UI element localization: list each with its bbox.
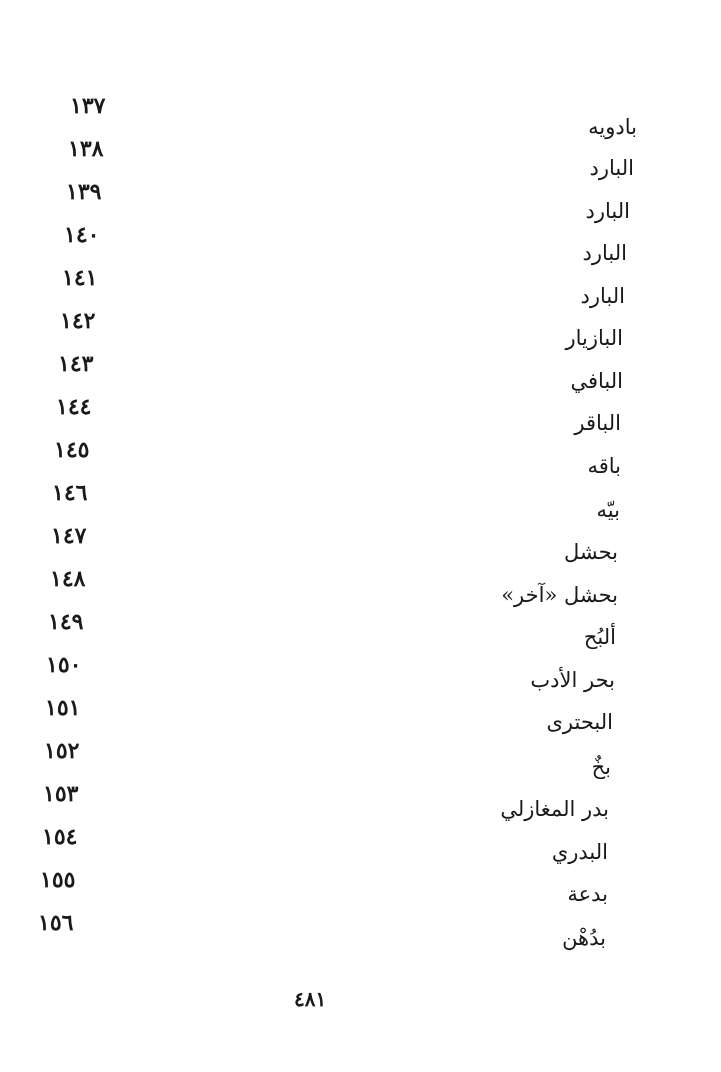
entry-name: بحر الأدب xyxy=(530,668,615,692)
entry-number: ١٤٤ xyxy=(56,394,92,420)
entry-name: البازيار xyxy=(565,326,623,350)
entry-name: البارد xyxy=(585,199,630,223)
entry-name: بيّه xyxy=(596,498,620,522)
entry-number: ١٤٦ xyxy=(52,480,88,506)
entry-number: ١٤١ xyxy=(62,265,98,291)
entry-name: البارد xyxy=(580,284,625,308)
page-number: ٤٨١ xyxy=(294,987,327,1011)
entry-number: ١٥٤ xyxy=(42,824,78,850)
entry-name: بحشل xyxy=(563,540,618,564)
entry-number: ١٥٦ xyxy=(38,910,74,936)
entry-name: البافي xyxy=(570,369,623,393)
entry-number: ١٣٨ xyxy=(68,136,104,162)
entry-name: بدُهْن xyxy=(562,926,606,950)
entry-number: ١٤٠ xyxy=(64,222,100,248)
entry-name: البارد xyxy=(582,241,627,265)
entry-number: ١٥٠ xyxy=(46,652,82,678)
entry-number: ١٥١ xyxy=(45,695,81,721)
entry-name: بدر المغازلي xyxy=(500,797,609,821)
entry-name: بدعة xyxy=(567,882,608,906)
entry-number: ١٤٨ xyxy=(50,566,86,592)
entry-number: ١٥٥ xyxy=(40,867,76,893)
entry-name: بادويه xyxy=(588,115,637,139)
entry-number: ١٤٩ xyxy=(48,609,84,635)
entry-name: البدري xyxy=(551,840,608,864)
entry-name: بحشل «آخر» xyxy=(501,583,618,607)
entry-name: البحترى xyxy=(546,710,613,734)
entry-number: ١٤٢ xyxy=(60,308,96,334)
entry-number: ١٣٩ xyxy=(66,179,102,205)
entry-number: ١٤٣ xyxy=(58,351,94,377)
entry-number: ١٥٣ xyxy=(43,781,79,807)
entry-number: ١٤٧ xyxy=(51,523,87,549)
entry-number: ١٥٢ xyxy=(44,738,80,764)
entry-name: البارد xyxy=(589,156,634,180)
entry-number: ١٤٥ xyxy=(54,437,90,463)
entry-name: ألبُح xyxy=(583,625,616,649)
entry-name: الباقر xyxy=(574,411,621,435)
entry-name: بخٌ xyxy=(591,755,611,779)
entry-number: ١٣٧ xyxy=(70,93,106,119)
entry-name: باقه xyxy=(587,454,621,478)
